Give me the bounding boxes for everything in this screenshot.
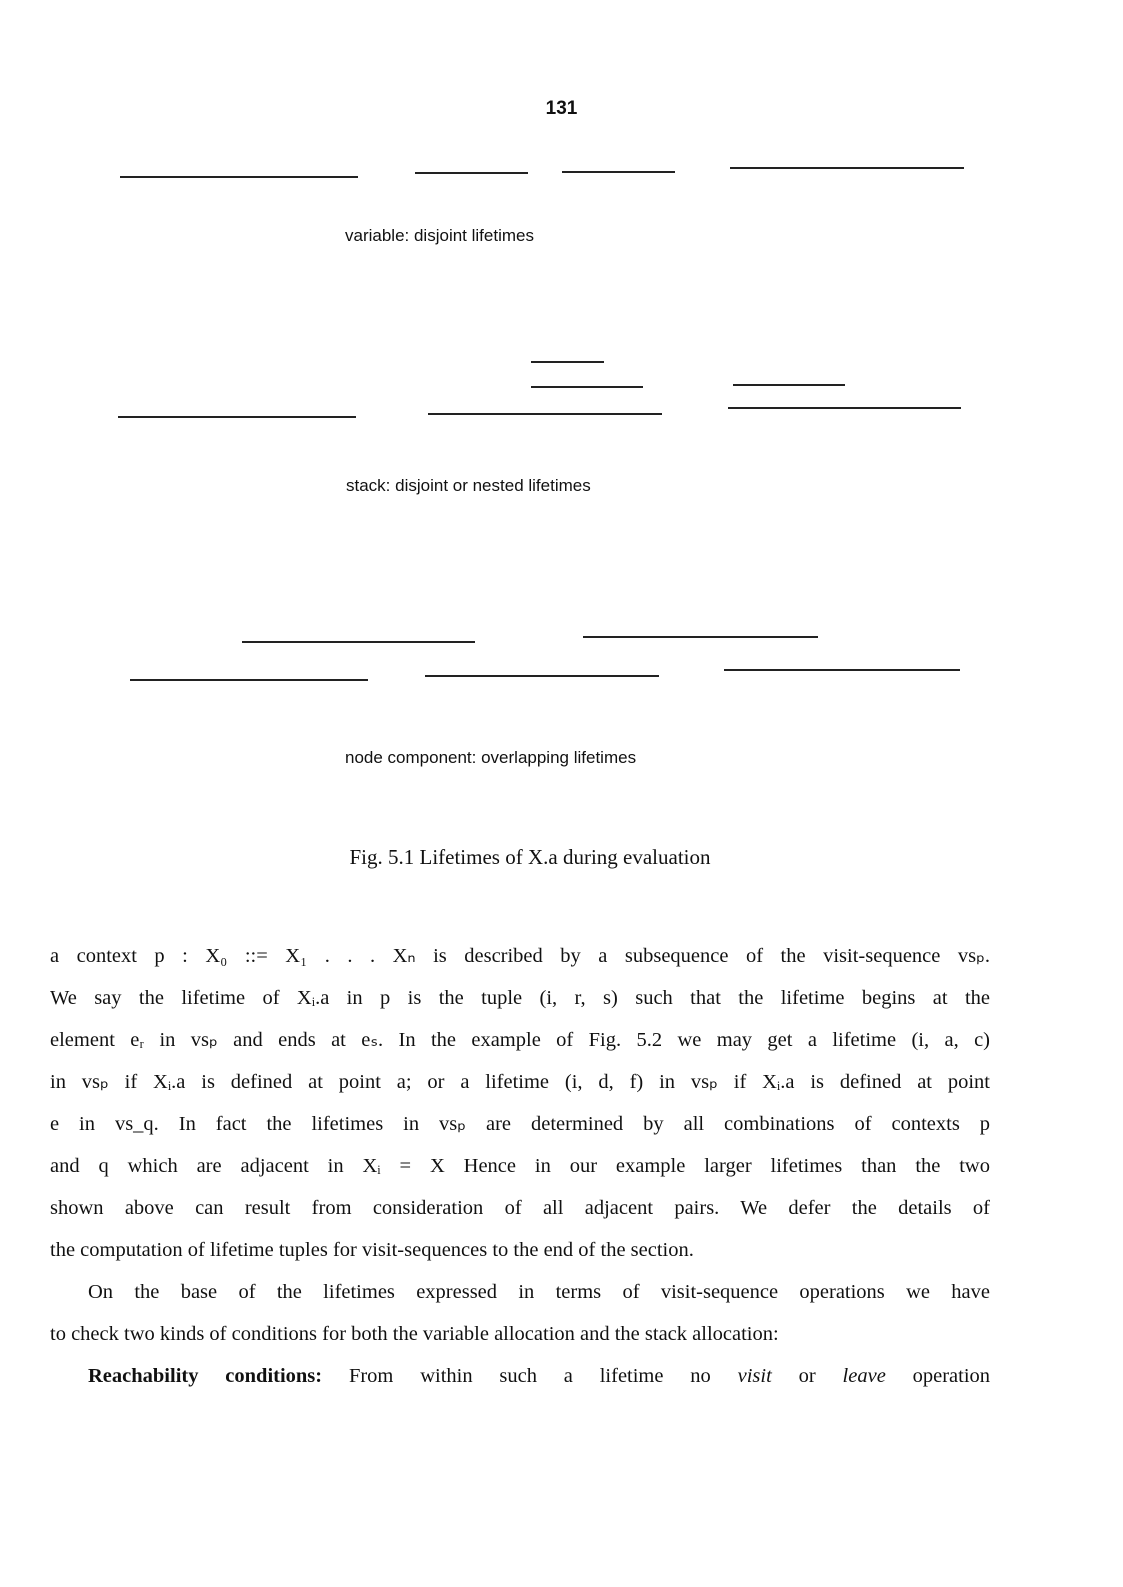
text-line: a context p : X₀ ::= X₁ . . . Xₙ is described by a subsequence of the visit-sequence vsₚ.: [50, 945, 990, 967]
text-line: the computation of lifetime tuples for visit-sequences to the end of the section.: [50, 1239, 694, 1261]
lifetime-line: [130, 679, 368, 681]
text-run: From within such a lifetime no: [348, 1365, 711, 1387]
lifetime-line: [428, 413, 662, 415]
lifetime-line: [531, 386, 643, 388]
text-line: in vsₚ if Xᵢ.a is defined at point a; or a lifetime (i, d, f) in vsₚ if Xᵢ.a is defined at point: [50, 1071, 990, 1093]
lifetime-line: [724, 669, 960, 671]
text-run: or: [798, 1365, 816, 1387]
lifetime-line: [531, 361, 604, 363]
lifetime-line: [733, 384, 845, 386]
text-line-reachability: [50, 1355, 990, 1397]
panel-caption-variable: variable: disjoint lifetimes: [345, 226, 534, 245]
text-line: e in vs_q. In fact the lifetimes in vsₚ are determined by all combinations of contexts p: [50, 1113, 990, 1135]
page-number: 131: [545, 98, 578, 119]
lifetime-line: [583, 636, 818, 638]
text-line: to check two kinds of conditions for both the variable allocation and the stack allocation:: [50, 1323, 779, 1345]
lifetime-line: [118, 416, 356, 418]
text-run: leave: [842, 1365, 886, 1387]
panel-caption-node-component: node component: overlapping lifetimes: [345, 748, 637, 767]
lifetime-line: [120, 176, 358, 178]
text-line: element eᵣ in vsₚ and ends at eₛ. In the example of Fig. 5.2 we may get a lifetime (i, a, c): [50, 1029, 990, 1051]
text-line: and q which are adjacent in Xᵢ = X Hence in our example larger lifetimes than the two: [50, 1155, 990, 1177]
body-text: [50, 935, 990, 1397]
lifetime-line: [242, 641, 475, 643]
lifetime-line: [728, 407, 961, 409]
text-line: On the base of the lifetimes expressed in terms of visit-sequence operations we have: [88, 1281, 990, 1303]
text-line: We say the lifetime of Xᵢ.a in p is the tuple (i, r, s) such that the lifetime begins at the: [50, 987, 990, 1009]
lifetime-line: [415, 172, 528, 174]
text-line: shown above can result from consideration of all adjacent pairs. We defer the details of: [50, 1197, 990, 1219]
lifetime-line: [425, 675, 659, 677]
panel-caption-stack: stack: disjoint or nested lifetimes: [346, 476, 591, 495]
text-run: operation: [912, 1365, 991, 1387]
figure-caption: Fig. 5.1 Lifetimes of X.a during evaluation: [349, 845, 711, 869]
lifetime-line: [562, 171, 675, 173]
reachability-heading: Reachability conditions:: [88, 1365, 323, 1387]
text-run: visit: [737, 1365, 772, 1387]
lifetime-line: [730, 167, 964, 169]
